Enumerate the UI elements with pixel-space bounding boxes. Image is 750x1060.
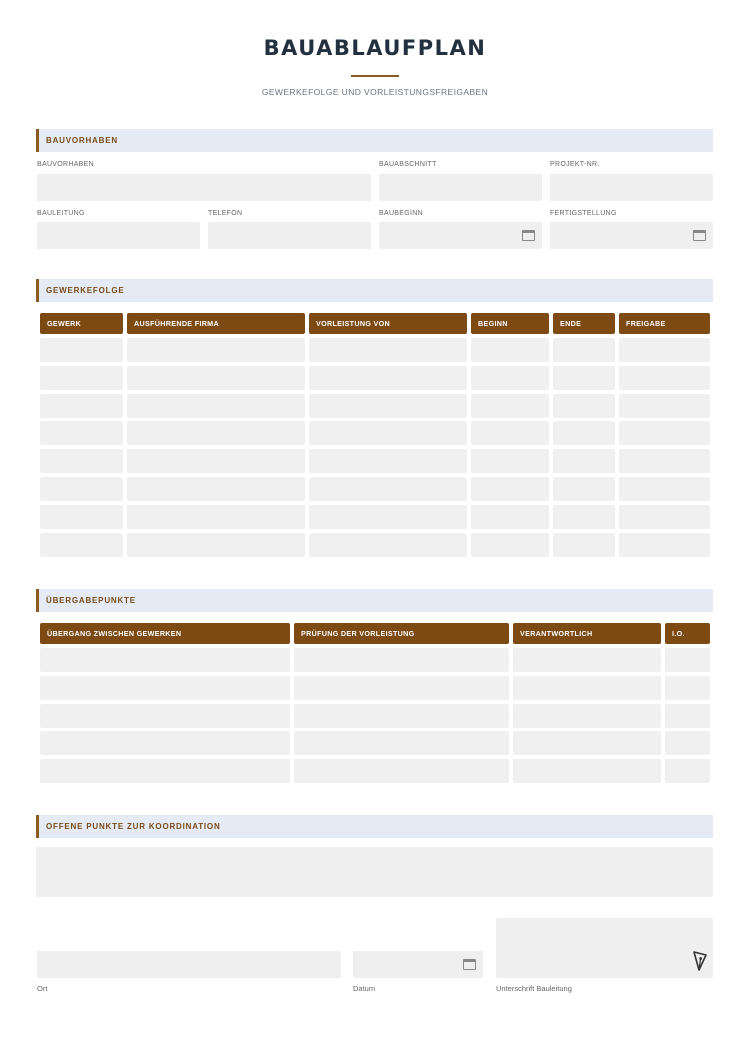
uebergabe-column-header: VERANTWORTLICH — [513, 623, 661, 644]
gewerkefolge-table-cell[interactable] — [619, 477, 710, 501]
offene-punkte-field[interactable] — [36, 847, 713, 897]
gewerkefolge-table-cell[interactable] — [40, 449, 123, 473]
datum-field[interactable] — [353, 951, 483, 978]
uebergabe-table-cell[interactable] — [665, 648, 710, 672]
gewerkefolge-table-cell[interactable] — [40, 533, 123, 557]
uebergabe-table-cell[interactable] — [40, 676, 290, 700]
calendar-icon[interactable] — [522, 230, 535, 241]
gewerkefolge-table-cell[interactable] — [471, 449, 549, 473]
gewerkefolge-table-cell[interactable] — [127, 338, 305, 362]
pen-nib-icon — [692, 950, 708, 972]
gewerkefolge-column-header: BEGINN — [471, 313, 549, 334]
gewerkefolge-column-header: ENDE — [553, 313, 615, 334]
gewerkefolge-table-cell[interactable] — [619, 421, 710, 445]
bauvorhaben-field[interactable] — [37, 174, 371, 201]
uebergabe-table-cell[interactable] — [294, 648, 509, 672]
uebergabe-table-cell[interactable] — [665, 731, 710, 755]
gewerkefolge-column-header: AUSFÜHRENDE FIRMA — [127, 313, 305, 334]
gewerkefolge-column-header: GEWERK — [40, 313, 123, 334]
gewerkefolge-table-cell[interactable] — [553, 394, 615, 418]
datum-label: Datum — [353, 984, 376, 993]
label-telefon: TELEFON — [208, 210, 243, 217]
gewerkefolge-table-cell[interactable] — [619, 533, 710, 557]
gewerkefolge-table-cell[interactable] — [309, 449, 467, 473]
gewerkefolge-table-cell[interactable] — [553, 505, 615, 529]
calendar-icon[interactable] — [463, 959, 476, 970]
uebergabe-table-cell[interactable] — [513, 759, 661, 783]
gewerkefolge-table-cell[interactable] — [40, 421, 123, 445]
uebergabe-table-cell[interactable] — [294, 759, 509, 783]
signature-field[interactable] — [496, 918, 713, 978]
baubeginn-date-field[interactable] — [379, 222, 542, 249]
gewerkefolge-table-cell[interactable] — [619, 505, 710, 529]
gewerkefolge-table-cell[interactable] — [309, 338, 467, 362]
telefon-field[interactable] — [208, 222, 371, 249]
gewerkefolge-table-cell[interactable] — [127, 477, 305, 501]
ort-label: Ort — [37, 984, 48, 993]
gewerkefolge-table-cell[interactable] — [471, 533, 549, 557]
bauleitung-field[interactable] — [37, 222, 200, 249]
gewerkefolge-table-cell[interactable] — [309, 477, 467, 501]
section-header-gewerkefolge: GEWERKEFOLGE — [36, 279, 713, 302]
label-bauabschnitt: BAUABSCHNITT — [379, 161, 437, 168]
gewerkefolge-table-cell[interactable] — [127, 421, 305, 445]
uebergabe-table-cell[interactable] — [294, 731, 509, 755]
gewerkefolge-table-cell[interactable] — [309, 505, 467, 529]
gewerkefolge-table-cell[interactable] — [553, 338, 615, 362]
title-divider — [351, 75, 399, 77]
bauabschnitt-field[interactable] — [379, 174, 542, 201]
unterschrift-label: Unterschrift Bauleitung — [496, 984, 572, 993]
ort-field[interactable] — [37, 951, 341, 978]
label-baubeginn: BAUBEGINN — [379, 210, 423, 217]
gewerkefolge-table-cell[interactable] — [619, 338, 710, 362]
label-bauleitung: BAULEITUNG — [37, 210, 85, 217]
gewerkefolge-table-cell[interactable] — [471, 477, 549, 501]
uebergabe-column-header: ÜBERGANG ZWISCHEN GEWERKEN — [40, 623, 290, 644]
gewerkefolge-table-cell[interactable] — [553, 421, 615, 445]
page-title: BAUABLAUFPLAN — [263, 36, 487, 60]
uebergabe-table-cell[interactable] — [513, 676, 661, 700]
page-subtitle: GEWERKEFOLGE UND VORLEISTUNGSFREIGABEN — [261, 87, 489, 97]
uebergabe-column-header: I.O. — [665, 623, 710, 644]
gewerkefolge-table-cell[interactable] — [553, 449, 615, 473]
gewerkefolge-table-cell[interactable] — [309, 533, 467, 557]
gewerkefolge-table-cell[interactable] — [127, 449, 305, 473]
gewerkefolge-table-cell[interactable] — [553, 533, 615, 557]
gewerkefolge-table-cell[interactable] — [471, 366, 549, 390]
uebergabe-table-cell[interactable] — [665, 704, 710, 728]
projekt-nr-field[interactable] — [550, 174, 713, 201]
gewerkefolge-table-cell[interactable] — [619, 449, 710, 473]
gewerkefolge-table-cell[interactable] — [309, 366, 467, 390]
uebergabe-column-header: PRÜFUNG DER VORLEISTUNG — [294, 623, 509, 644]
gewerkefolge-table-cell[interactable] — [553, 477, 615, 501]
uebergabe-table-cell[interactable] — [40, 759, 290, 783]
label-fertigstellung: FERTIGSTELLUNG — [550, 210, 617, 217]
gewerkefolge-table-cell[interactable] — [127, 533, 305, 557]
uebergabe-table-cell[interactable] — [513, 648, 661, 672]
gewerkefolge-table-cell[interactable] — [553, 366, 615, 390]
gewerkefolge-table-cell[interactable] — [40, 366, 123, 390]
gewerkefolge-table-cell[interactable] — [471, 338, 549, 362]
gewerkefolge-table-cell[interactable] — [309, 421, 467, 445]
gewerkefolge-table-cell[interactable] — [40, 505, 123, 529]
gewerkefolge-table-cell[interactable] — [471, 421, 549, 445]
gewerkefolge-table-cell[interactable] — [40, 477, 123, 501]
gewerkefolge-column-header: FREIGABE — [619, 313, 710, 334]
label-projekt-nr: PROJEKT-NR. — [550, 161, 600, 168]
uebergabe-table-cell[interactable] — [40, 704, 290, 728]
label-bauvorhaben: BAUVORHABEN — [37, 161, 94, 168]
uebergabe-table-cell[interactable] — [665, 759, 710, 783]
fertigstellung-date-field[interactable] — [550, 222, 713, 249]
gewerkefolge-table-cell[interactable] — [127, 366, 305, 390]
uebergabe-table-cell[interactable] — [513, 731, 661, 755]
gewerkefolge-table-cell[interactable] — [127, 505, 305, 529]
gewerkefolge-table-cell[interactable] — [40, 394, 123, 418]
section-header-uebergabepunkte: ÜBERGABEPUNKTE — [36, 589, 713, 612]
uebergabe-table-cell[interactable] — [40, 731, 290, 755]
uebergabe-table-cell[interactable] — [294, 676, 509, 700]
section-header-bauvorhaben: BAUVORHABEN — [36, 129, 713, 152]
uebergabe-table-cell[interactable] — [294, 704, 509, 728]
uebergabe-table-cell[interactable] — [665, 676, 710, 700]
gewerkefolge-table-cell[interactable] — [471, 394, 549, 418]
section-header-offene-punkte: OFFENE PUNKTE ZUR KOORDINATION — [36, 815, 713, 838]
gewerkefolge-table-cell[interactable] — [471, 505, 549, 529]
gewerkefolge-table-cell[interactable] — [619, 394, 710, 418]
uebergabe-table-cell[interactable] — [40, 648, 290, 672]
gewerkefolge-column-header: VORLEISTUNG VON — [309, 313, 467, 334]
gewerkefolge-table-cell[interactable] — [127, 394, 305, 418]
uebergabe-table-cell[interactable] — [513, 704, 661, 728]
gewerkefolge-table-cell[interactable] — [40, 338, 123, 362]
gewerkefolge-table-cell[interactable] — [619, 366, 710, 390]
gewerkefolge-table-cell[interactable] — [309, 394, 467, 418]
calendar-icon[interactable] — [693, 230, 706, 241]
